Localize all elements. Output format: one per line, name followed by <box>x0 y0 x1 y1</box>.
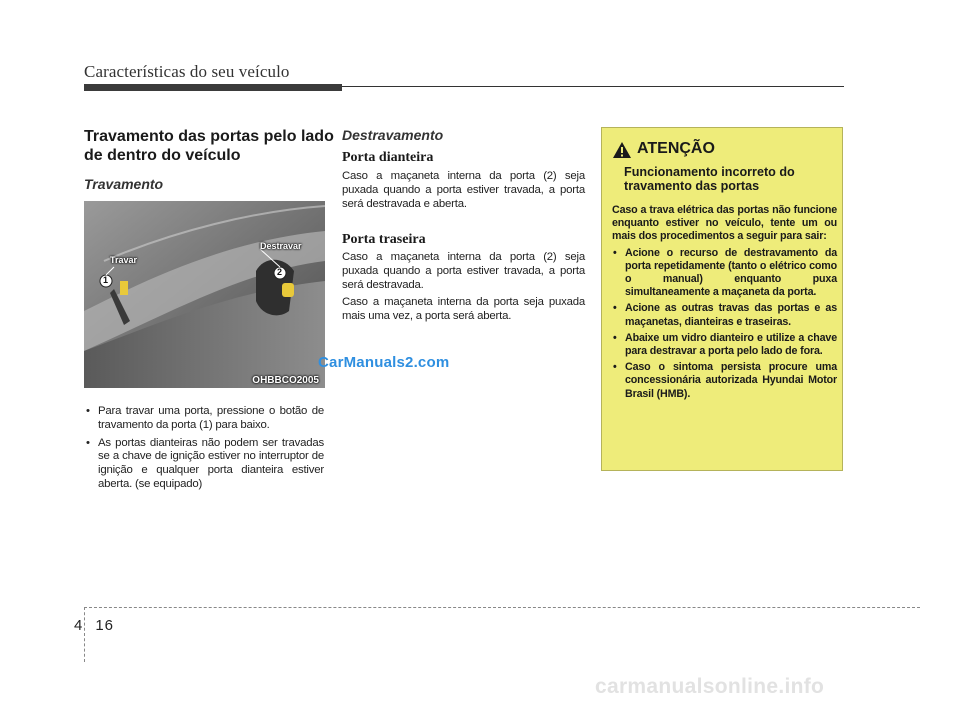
callout-number-1: 1 <box>103 275 109 285</box>
warning-box <box>601 127 843 471</box>
figure-code: OHBBCO2005 <box>252 375 319 386</box>
warning-item: • Acione o recurso de destravamento da porta repetidamente (tanto o elétrico como o manual) enquanto puxa simultaneamente a maçaneta da porta. <box>612 247 837 300</box>
warning-intro: Caso a trava elétrica das portas não funcione enquanto estiver no veículo, tente um ou mais dos procedimentos a seguir para sair: <box>612 204 837 243</box>
footer-vertical-rule <box>84 607 85 662</box>
page-index: 16 <box>95 617 115 634</box>
front-door-heading: Porta dianteira <box>342 150 434 165</box>
page-number <box>74 617 126 634</box>
front-door-text: Caso a maçaneta interna da porta (2) seja puxada quando a porta estiver travada, a porta será destravada e aberta. <box>342 170 585 210</box>
callout-destravar: Destravar <box>260 241 302 251</box>
warning-item: • Abaixe um vidro dianteiro e utilize a chave para destravar a porta pelo lado de fora. <box>612 332 837 358</box>
section-heading: Travamento das portas pelo lado de dentro do veículo <box>84 128 334 164</box>
door-panel-illustration <box>84 201 325 388</box>
site-watermark: carmanualsonline.info <box>595 675 825 698</box>
callout-travar: Travar <box>110 255 138 265</box>
warning-item: • Caso o sintoma persista procure uma concessionária autorizada Hyundai Motor Brasil (HMB). <box>612 361 837 401</box>
running-title: Características do seu veículo <box>84 62 290 81</box>
warning-triangle-icon <box>612 141 632 159</box>
footer-rule <box>84 607 920 608</box>
subheading-destravamento: Destravamento <box>342 127 444 143</box>
rear-door-text-2: Caso a maçaneta interna da porta seja puxada mais uma vez, a porta será aberta. <box>342 296 585 322</box>
carmanuals-watermark: CarManuals2.com <box>318 354 450 371</box>
warning-subheading: Funcionamento incorreto do travamento das portas <box>624 165 795 193</box>
left-bullets <box>84 405 324 496</box>
section-number: 4 <box>74 617 84 634</box>
callout-number-2: 2 <box>277 267 283 277</box>
warning-heading: ATENÇÃO <box>637 140 715 157</box>
rear-door-text-1: Caso a maçaneta interna da porta (2) seja puxada quando a porta estiver travada, a porta será destravada. <box>342 251 585 291</box>
door-lock-figure <box>84 201 325 388</box>
subheading-travamento: Travamento <box>84 176 164 192</box>
rear-door-heading: Porta traseira <box>342 232 426 247</box>
bullet-item: • Para travar uma porta, pressione o botão de travamento da porta (1) para baixo. <box>84 405 324 433</box>
header-bar <box>84 84 342 91</box>
warning-item: • Acione as outras travas das portas e as maçanetas, dianteiras e traseiras. <box>612 302 837 328</box>
bullet-item: • As portas dianteiras não podem ser travadas se a chave de ignição estiver no interruptor de ignição e qualquer porta dianteira estiver aberta. (se equipado) <box>84 437 324 492</box>
warning-body <box>612 204 837 401</box>
